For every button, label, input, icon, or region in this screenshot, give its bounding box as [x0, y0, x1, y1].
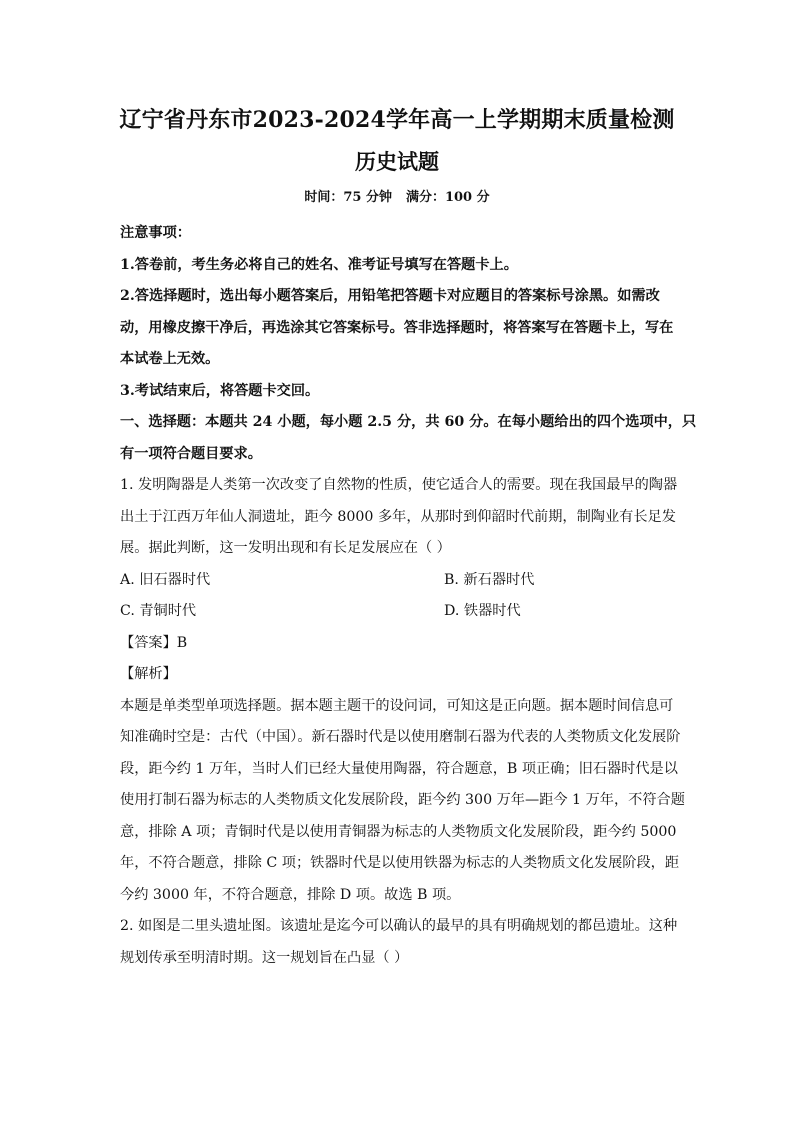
q1-analysis-heading: 【解析】 — [120, 666, 177, 682]
q1-options-row-2 — [120, 596, 676, 628]
note-item-3: 3.考试结束后，将答题卡交回。 — [120, 382, 320, 399]
q2-stem-line-2: 规划传承至明清时期。这一规划旨在凸显（ ） — [120, 949, 409, 966]
note-item-2-line-3: 本试卷上无效。 — [120, 351, 220, 367]
q1-analysis-line-5: 意，排除 A 项；青铜时代是以使用青铜器为标志的人类物质文化发展阶段，距今约 5000 — [120, 823, 677, 840]
q1-analysis-line-3: 段，距今约 1 万年，当时人们已经大量使用陶器，符合题意，B 项正确；旧石器时代是以 — [120, 760, 678, 777]
exam-subject-title: 历史试题 — [355, 149, 439, 174]
q1-options-row-1 — [120, 565, 676, 597]
score-label: 满分：100 分 — [405, 190, 490, 205]
q1-answer: 【答案】B — [120, 634, 188, 651]
q1-analysis-line-6: 年，不符合题意，排除 C 项；铁器时代是以使用铁器为标志的人类物质文化发展阶段，距 — [120, 855, 680, 871]
q1-analysis-line-1: 本题是单类型单项选择题。据本题主题干的设问词，可知这是正向题。据本题时间信息可 — [120, 697, 674, 714]
notes-heading: 注意事项： — [120, 225, 191, 241]
q1-option-b: B. 新石器时代 — [444, 571, 535, 588]
section-heading-line-1: 一、选择题：本题共 24 小题，每小题 2.5 分，共 60 分。在每小题给出的四个选项中，只 — [120, 414, 697, 430]
time-label: 时间：75 分钟 — [304, 190, 392, 205]
exam-meta — [0, 186, 794, 205]
q1-option-a: A. 旧石器时代 — [120, 571, 211, 588]
q1-option-d: D. 铁器时代 — [444, 603, 521, 619]
exam-title: 辽宁省丹东市2023-2024学年高一上学期期末质量检测 — [119, 107, 675, 133]
q1-analysis-line-7: 今约 3000 年，不符合题意，排除 D 项。故选 B 项。 — [120, 886, 461, 903]
q1-stem-line-3: 展。据此判断，这一发明出现和有长足发展应在（ ） — [120, 540, 451, 556]
note-item-2-line-1: 2.答选择题时，选出每小题答案后，用铅笔把答题卡对应题目的答案标号涂黑。如需改 — [120, 288, 660, 304]
q1-option-c: C. 青铜时代 — [120, 603, 197, 619]
q1-stem-line-1: 1. 发明陶器是人类第一次改变了自然物的性质，使它适合人的需要。现在我国最早的陶器 — [120, 477, 678, 493]
q2-stem-line-1: 2. 如图是二里头遗址图。该遗址是迄今可以确认的最早的具有明确规划的都邑遗址。这种 — [120, 918, 678, 934]
exam-content — [120, 218, 697, 974]
section-heading-line-2: 有一项符合题目要求。 — [120, 445, 262, 462]
q1-analysis-line-2: 知准确时空是：古代（中国）。新石器时代是以使用磨制石器为代表的人类物质文化发展阶 — [120, 729, 681, 745]
q1-analysis-line-4: 使用打制石器为标志的人类物质文化发展阶段，距今约 300 万年—距今 1 万年，不符合题 — [120, 792, 685, 808]
note-item-1: 1.答卷前，考生务必将自己的姓名、准考证号填写在答题卡上。 — [120, 256, 518, 273]
q1-stem-line-2: 出土于江西万年仙人洞遗址，距今 8000 多年，从那时到仰韶时代前期，制陶业有长足发 — [120, 508, 676, 525]
note-item-2-line-2: 动，用橡皮擦干净后，再选涂其它答案标号。答非选择题时，将答案写在答题卡上，写在 — [120, 319, 674, 336]
